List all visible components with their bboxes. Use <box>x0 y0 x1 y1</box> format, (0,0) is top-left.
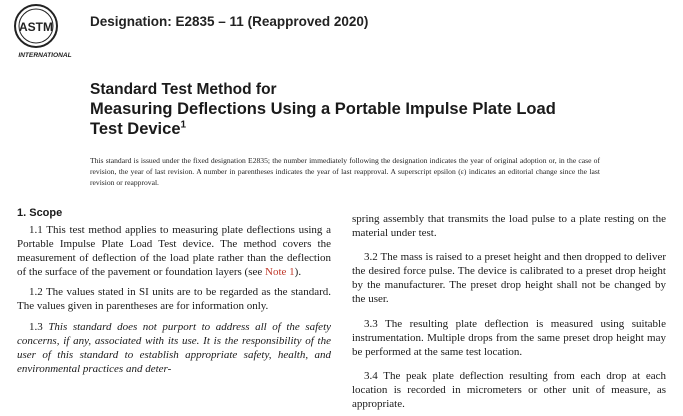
title-footnote-mark[interactable]: 1 <box>180 119 187 131</box>
designation: Designation: E2835 – 11 (Reapproved 2020) <box>90 14 369 29</box>
title-line-3 <box>90 119 650 139</box>
paragraph-3-4: 3.4 The peak plate deflection resulting from each drop at each location is recorded in micrometers or other unit of measure, as appropriate. <box>352 369 666 411</box>
paragraph-3-3: 3.3 The resulting plate deflection is measured using suitable instrumentation. Multiple drops from the same preset drop height may be performed at the same test location. <box>352 317 666 358</box>
paragraph-1-1-text: 1.1 This test method applies to measuring plate deflections using a Portable Impulse Plate Load Test device. The method covers the measurement of deflection of the load plate rather than the deflection of the surface of the pavement or foundation layers (see <box>17 224 331 279</box>
paragraph-1-1 <box>17 223 331 279</box>
paragraph-1-2: 1.2 The values stated in SI units are to be regarded as the standard. The values given in parentheses are for information only. <box>17 286 331 313</box>
document-title <box>90 80 650 139</box>
issuance-notice: This standard is issued under the fixed designation E2835; the number immediately following the designation indicates the year of original adoption or, in the case of revision, the year of last revision. A number in parentheses indicates the year of last reapproval. A superscript epsilon (ε) indicates an editorial change since the last revision or reapproval. <box>90 156 600 187</box>
logo-text: ASTM <box>19 20 53 34</box>
logo-subtext: INTERNATIONAL <box>18 52 72 59</box>
title-line-1: Standard Test Method for <box>90 81 277 98</box>
paragraph-1-3-number: 1.3 <box>29 320 49 333</box>
left-column <box>17 207 331 376</box>
title-line-3-text: Test Device <box>90 120 181 138</box>
paragraph-3-1-continued: spring assembly that transmits the load pulse to a plate resting on the material under test. <box>352 213 666 240</box>
section-heading-scope: 1. Scope <box>17 207 63 219</box>
paragraph-1-3 <box>17 320 331 376</box>
note-1-link[interactable]: Note 1 <box>265 266 295 279</box>
right-column <box>352 212 666 411</box>
paragraph-1-1-end: ). <box>294 266 302 279</box>
title-line-2: Measuring Deflections Using a Portable Impulse Plate Load <box>90 100 556 118</box>
astm-logo <box>4 2 84 60</box>
paragraph-3-2: 3.2 The mass is raised to a preset height and then dropped to deliver the desired force pulse. The device is calibrated to a preset drop height by the manufacturer. The preset drop height shall not be changed by the user. <box>352 251 666 306</box>
paragraph-1-3-text: This standard does not purport to address all of the safety concerns, if any, associated with its use. It is the responsibility of the user of this standard to establish appropriate safety, health, and environmental practices and deter- <box>17 320 332 375</box>
